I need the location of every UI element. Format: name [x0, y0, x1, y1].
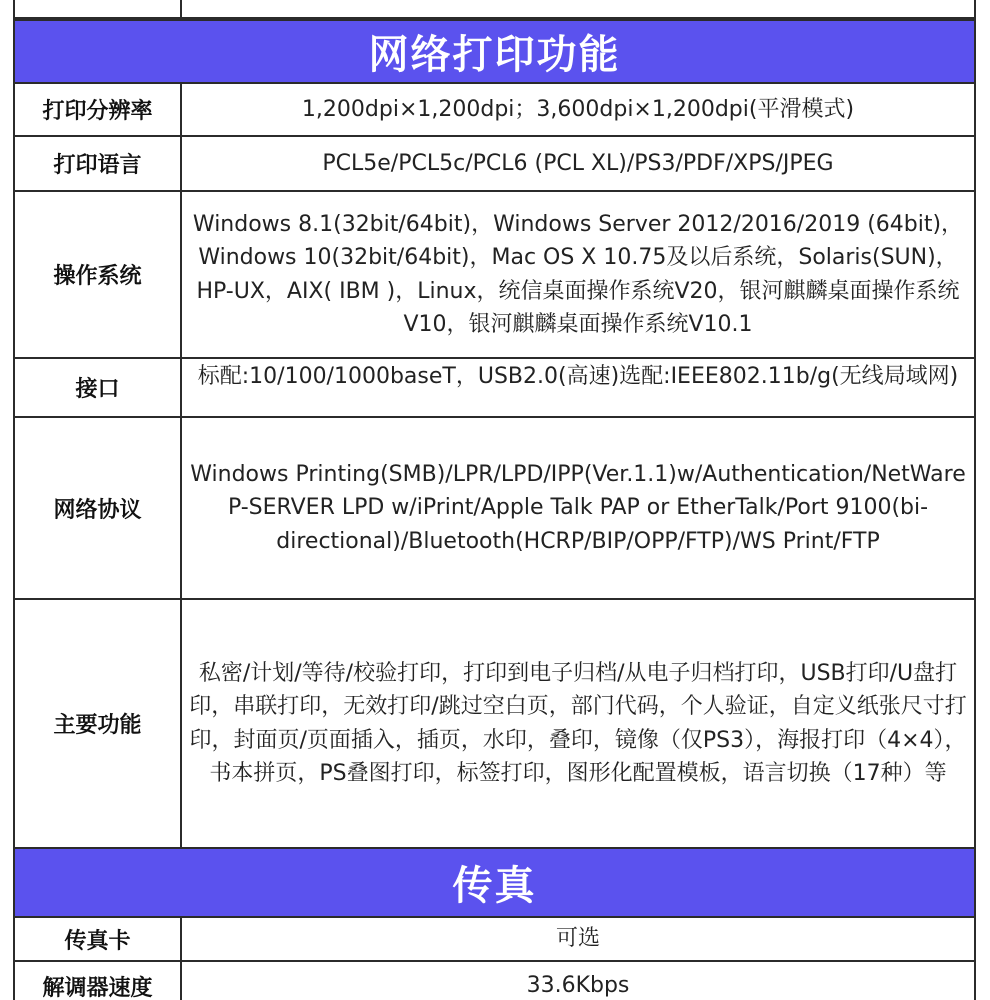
spec-value: 1,200dpi×1,200dpi；3,600dpi×1,200dpi(平滑模式)	[301, 96, 855, 122]
spec-label: 打印分辨率	[15, 84, 182, 135]
section-title: 网络打印功能	[368, 32, 621, 78]
spec-label: 操作系统	[15, 192, 182, 357]
previous-row-label-cell	[15, 0, 182, 17]
spec-value: PCL5e/PCL5c/PCL6 (PCL XL)/PS3/PDF/XPS/JPEG	[322, 150, 834, 176]
spec-row-modem-speed	[13, 962, 976, 1000]
previous-row-value-cell	[182, 0, 974, 17]
section-title: 传真	[452, 863, 537, 909]
spec-row-resolution	[13, 84, 976, 137]
spec-label: 网络协议	[15, 418, 182, 598]
spec-row-operating-system	[13, 192, 976, 359]
spec-row-interface	[13, 359, 976, 418]
spec-label: 传真卡	[15, 918, 182, 960]
spec-row-main-functions	[13, 600, 976, 849]
spec-value: 私密/计划/等待/校验打印，打印到电子归档/从电子归档打印，USB打印/U盘打印，串联打印，无效打印/跳过空白页，部门代码，个人验证，自定义纸张尺寸打印，封面页/页面插入，插页，水印，叠印，镜像（仅PS3），海报打印（4×4），书本拼页，PS叠图打印，标签打印，图形化配置模板，语言切换（17种）等	[189, 660, 967, 786]
spec-value: 标配:10/100/1000baseT，USB2.0(高速)选配:IEEE802.11b/g(无线局域网)	[197, 364, 959, 389]
spec-label: 打印语言	[15, 137, 182, 190]
section-header-fax	[13, 849, 976, 918]
previous-row-remnant	[13, 0, 976, 19]
spec-row-network-protocol	[13, 418, 976, 600]
spec-row-print-language	[13, 137, 976, 192]
spec-value: 33.6Kbps	[526, 973, 630, 999]
section-header-network-print	[13, 19, 976, 84]
spec-label: 解调器速度	[15, 962, 182, 1000]
spec-value: Windows 8.1(32bit/64bit)，Windows Server 2012/2016/2019 (64bit)，Windows 10(32bit/64bit)，Mac OS X 10.75及以后系统，Solaris(SUN)，HP-UX，AIX( IBM )，Linux，统信桌面操作系统V20，银河麒麟桌面操作系统V10，银河麒麟桌面操作系统V10.1	[192, 211, 964, 337]
spec-value: 可选	[555, 926, 600, 952]
spec-value: Windows Printing(SMB)/LPR/LPD/IPP(Ver.1.1)w/Authentication/NetWare P-SERVER LPD w/iPrint/Apple Talk PAP or EtherTalk/Port 9100(bi-directional)/Bluetooth(HCRP/BIP/OPP/FTP)/WS Print/FTP	[190, 461, 966, 554]
spec-label: 接口	[15, 359, 182, 416]
spec-label: 主要功能	[15, 600, 182, 847]
spec-row-fax-card	[13, 918, 976, 962]
